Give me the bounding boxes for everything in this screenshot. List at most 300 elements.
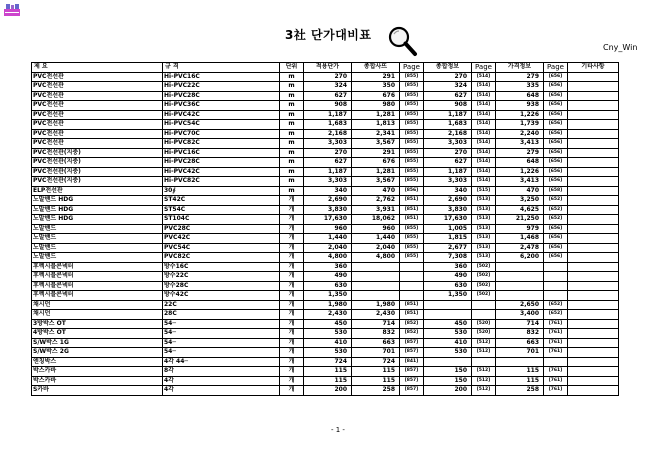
unit-cell: 개 (280, 224, 304, 234)
item-name-cell: S/W박스 2G (32, 348, 163, 358)
source2-page-cell: [512] (472, 367, 496, 377)
source2-price-cell: 630 (424, 281, 472, 291)
source1-page-cell (400, 262, 424, 272)
item-name-cell: 노말밴드 HDG (32, 205, 163, 215)
item-name-cell: S/W박스 1G (32, 338, 163, 348)
source3-page-cell: [656] (544, 72, 568, 82)
spec-cell: Hi-PVC16C (163, 72, 280, 82)
item-name-cell: 노말밴드 HDG (32, 215, 163, 225)
unit-cell: 개 (280, 281, 304, 291)
source3-page-cell: [656] (544, 224, 568, 234)
price-table (31, 62, 619, 396)
applied-price-cell: 1,683 (304, 120, 352, 130)
applied-price-cell: 724 (304, 357, 352, 367)
source1-page-cell: [855] (400, 167, 424, 177)
source3-page-cell: [656] (544, 110, 568, 120)
applied-price-cell: 324 (304, 82, 352, 92)
remarks-cell (568, 367, 619, 377)
remarks-cell (568, 177, 619, 187)
source3-page-cell: [652] (544, 196, 568, 206)
applied-price-cell: 200 (304, 386, 352, 396)
source3-price-cell: 3,413 (496, 139, 544, 149)
table-row (32, 234, 619, 244)
source2-price-cell: 270 (424, 72, 472, 82)
source2-price-cell: 530 (424, 348, 472, 358)
source1-price-cell: 1,980 (352, 300, 400, 310)
source2-page-cell: [514] (472, 129, 496, 139)
source1-price-cell: 663 (352, 338, 400, 348)
source2-page-cell (472, 310, 496, 320)
source2-price-cell (424, 357, 472, 367)
table-row (32, 177, 619, 187)
source1-page-cell: [855] (400, 110, 424, 120)
applied-price-cell: 960 (304, 224, 352, 234)
item-name-cell: PVC전선관 (32, 91, 163, 101)
column-header: Page (400, 63, 424, 73)
source3-price-cell: 2,478 (496, 243, 544, 253)
applied-price-cell: 270 (304, 72, 352, 82)
source1-price-cell (352, 291, 400, 301)
remarks-cell (568, 196, 619, 206)
source2-price-cell: 1,187 (424, 167, 472, 177)
remarks-cell (568, 234, 619, 244)
source3-page-cell: [656] (544, 120, 568, 130)
source2-page-cell: [515] (472, 186, 496, 196)
remarks-cell (568, 262, 619, 272)
applied-price-cell: 1,350 (304, 291, 352, 301)
source1-price-cell (352, 262, 400, 272)
spec-cell: Hi-PVC42C (163, 167, 280, 177)
company-logo-icon (3, 3, 21, 17)
item-name-cell: 채시던 (32, 310, 163, 320)
source2-page-cell: [512] (472, 348, 496, 358)
source3-page-cell: [656] (544, 167, 568, 177)
spec-cell: 54─ (163, 338, 280, 348)
applied-price-cell: 17,630 (304, 215, 352, 225)
table-row (32, 367, 619, 377)
item-name-cell: PVC전선관 (32, 139, 163, 149)
source1-price-cell: 3,931 (352, 205, 400, 215)
source2-price-cell: 530 (424, 329, 472, 339)
source2-price-cell: 2,677 (424, 243, 472, 253)
item-name-cell: 엔칭박스 (32, 357, 163, 367)
applied-price-cell: 1,187 (304, 110, 352, 120)
source3-price-cell: 663 (496, 338, 544, 348)
applied-price-cell: 908 (304, 101, 352, 111)
source3-price-cell: 6,200 (496, 253, 544, 263)
source3-page-cell: [652] (544, 310, 568, 320)
spec-cell: 54─ (163, 348, 280, 358)
spec-cell: 4각 44─ (163, 357, 280, 367)
item-name-cell: 노말밴드 (32, 243, 163, 253)
spec-cell: Hi-PVC28C (163, 158, 280, 168)
source2-page-cell: [502] (472, 272, 496, 282)
spec-cell: 방수42C (163, 291, 280, 301)
table-row (32, 167, 619, 177)
remarks-cell (568, 376, 619, 386)
source3-page-cell: [761] (544, 367, 568, 377)
source3-page-cell: [656] (544, 82, 568, 92)
source3-price-cell: 648 (496, 91, 544, 101)
source1-price-cell (352, 272, 400, 282)
remarks-cell (568, 281, 619, 291)
source2-price-cell: 1,683 (424, 120, 472, 130)
magnifying-glass-icon (385, 24, 419, 58)
source1-page-cell: [852] (400, 319, 424, 329)
remarks-cell (568, 224, 619, 234)
source2-page-cell: [514] (472, 139, 496, 149)
source3-page-cell: [656] (544, 101, 568, 111)
remarks-cell (568, 243, 619, 253)
item-name-cell: 후렉시블콘넥터 (32, 291, 163, 301)
applied-price-cell: 1,980 (304, 300, 352, 310)
source3-price-cell (496, 262, 544, 272)
applied-price-cell: 410 (304, 338, 352, 348)
item-name-cell: 노말밴드 (32, 253, 163, 263)
source1-price-cell: 676 (352, 91, 400, 101)
source2-page-cell: [513] (472, 234, 496, 244)
source3-price-cell: 2,650 (496, 300, 544, 310)
item-name-cell: PVC전선관 (32, 101, 163, 111)
source2-price-cell: 1,350 (424, 291, 472, 301)
item-name-cell: 후렉시블콘넥터 (32, 272, 163, 282)
source2-page-cell: [514] (472, 158, 496, 168)
spec-cell: Hi-PVC22C (163, 82, 280, 92)
source1-page-cell: [851] (400, 300, 424, 310)
spec-cell: PVC42C (163, 234, 280, 244)
unit-cell: 개 (280, 300, 304, 310)
column-header: Page (472, 63, 496, 73)
spec-cell: 4각 (163, 376, 280, 386)
remarks-cell (568, 72, 619, 82)
item-name-cell: 박스카바 (32, 376, 163, 386)
item-name-cell: 채시던 (32, 300, 163, 310)
source2-price-cell: 7,308 (424, 253, 472, 263)
source3-price-cell: 714 (496, 319, 544, 329)
item-name-cell: PVC전선관 (32, 120, 163, 130)
source1-page-cell: [855] (400, 91, 424, 101)
item-name-cell: S카바 (32, 386, 163, 396)
source1-page-cell: [855] (400, 224, 424, 234)
source2-page-cell: [520] (472, 319, 496, 329)
spec-cell: 방수16C (163, 262, 280, 272)
source2-price-cell: 150 (424, 367, 472, 377)
source2-page-cell: [514] (472, 91, 496, 101)
source2-page-cell: [514] (472, 110, 496, 120)
source1-page-cell: [855] (400, 234, 424, 244)
applied-price-cell: 360 (304, 262, 352, 272)
source2-page-cell: [513] (472, 243, 496, 253)
source3-page-cell (544, 291, 568, 301)
applied-price-cell: 450 (304, 319, 352, 329)
item-name-cell: 박스카바 (32, 367, 163, 377)
source2-price-cell: 490 (424, 272, 472, 282)
column-header: 가격정보 (496, 63, 544, 73)
applied-price-cell: 3,830 (304, 205, 352, 215)
unit-cell: 개 (280, 291, 304, 301)
source1-price-cell: 724 (352, 357, 400, 367)
source3-price-cell: 470 (496, 186, 544, 196)
table-row (32, 186, 619, 196)
remarks-cell (568, 357, 619, 367)
source3-page-cell: [761] (544, 338, 568, 348)
applied-price-cell: 530 (304, 348, 352, 358)
table-row (32, 110, 619, 120)
source1-page-cell: [851] (400, 196, 424, 206)
table-row (32, 291, 619, 301)
source1-page-cell: [851] (400, 215, 424, 225)
applied-price-cell: 530 (304, 329, 352, 339)
source3-page-cell (544, 272, 568, 282)
source1-price-cell: 470 (352, 186, 400, 196)
source1-page-cell: [851] (400, 310, 424, 320)
source2-page-cell: [514] (472, 72, 496, 82)
column-header: 규 격 (163, 63, 280, 73)
unit-cell: 개 (280, 215, 304, 225)
source1-page-cell: [856] (400, 186, 424, 196)
spec-cell: Hi-PVC42C (163, 110, 280, 120)
spec-cell: 28C (163, 310, 280, 320)
source2-page-cell: [520] (472, 329, 496, 339)
source2-page-cell (472, 300, 496, 310)
remarks-cell (568, 319, 619, 329)
source1-price-cell: 4,800 (352, 253, 400, 263)
source3-page-cell: [761] (544, 376, 568, 386)
source3-price-cell: 279 (496, 148, 544, 158)
source1-page-cell: [855] (400, 158, 424, 168)
source2-price-cell: 1,187 (424, 110, 472, 120)
source1-price-cell: 350 (352, 82, 400, 92)
source3-price-cell (496, 291, 544, 301)
item-name-cell: 후렉시블콘넥터 (32, 281, 163, 291)
spec-cell: 4각 (163, 386, 280, 396)
source1-page-cell: [857] (400, 367, 424, 377)
spec-cell: 30∮ (163, 186, 280, 196)
table-row (32, 224, 619, 234)
column-header: 기타사항 (568, 63, 619, 73)
source3-page-cell: [656] (544, 177, 568, 187)
applied-price-cell: 2,690 (304, 196, 352, 206)
unit-cell: 개 (280, 205, 304, 215)
remarks-cell (568, 272, 619, 282)
table-row (32, 300, 619, 310)
source1-page-cell: [855] (400, 253, 424, 263)
source2-price-cell (424, 310, 472, 320)
unit-cell: m (280, 110, 304, 120)
source3-page-cell: [652] (544, 300, 568, 310)
applied-price-cell: 115 (304, 376, 352, 386)
source3-page-cell: [656] (544, 243, 568, 253)
remarks-cell (568, 338, 619, 348)
remarks-cell (568, 253, 619, 263)
table-row (32, 253, 619, 263)
source2-page-cell: [514] (472, 167, 496, 177)
source1-price-cell (352, 281, 400, 291)
source1-price-cell: 980 (352, 101, 400, 111)
source1-price-cell: 960 (352, 224, 400, 234)
source3-price-cell (496, 272, 544, 282)
source3-price-cell: 115 (496, 376, 544, 386)
page-title: 3社 단가대비표 (285, 28, 372, 42)
source1-price-cell: 115 (352, 376, 400, 386)
source1-page-cell: [855] (400, 177, 424, 187)
source1-price-cell: 676 (352, 158, 400, 168)
table-body (32, 72, 619, 395)
source3-price-cell (496, 357, 544, 367)
remarks-cell (568, 91, 619, 101)
source1-page-cell: [857] (400, 338, 424, 348)
source3-page-cell: [658] (544, 186, 568, 196)
source3-price-cell: 115 (496, 367, 544, 377)
source2-price-cell: 1,815 (424, 234, 472, 244)
spec-cell: 방수28C (163, 281, 280, 291)
remarks-cell (568, 129, 619, 139)
source2-price-cell: 3,303 (424, 177, 472, 187)
source3-price-cell: 3,400 (496, 310, 544, 320)
spec-cell: ST104C (163, 215, 280, 225)
unit-cell: 개 (280, 262, 304, 272)
source2-page-cell: [514] (472, 177, 496, 187)
source3-price-cell: 832 (496, 329, 544, 339)
source2-page-cell: [514] (472, 101, 496, 111)
source1-page-cell (400, 281, 424, 291)
spec-cell: Hi-PVC16C (163, 148, 280, 158)
source2-price-cell: 410 (424, 338, 472, 348)
remarks-cell (568, 205, 619, 215)
unit-cell: m (280, 186, 304, 196)
source2-price-cell: 324 (424, 82, 472, 92)
source2-price-cell: 17,630 (424, 215, 472, 225)
unit-cell: m (280, 158, 304, 168)
source3-price-cell: 1,226 (496, 167, 544, 177)
source2-price-cell: 200 (424, 386, 472, 396)
source2-price-cell: 3,303 (424, 139, 472, 149)
source1-page-cell: [855] (400, 139, 424, 149)
source1-page-cell: [855] (400, 148, 424, 158)
source1-page-cell: [855] (400, 101, 424, 111)
item-name-cell: PVC전선관 (32, 129, 163, 139)
source1-page-cell: [852] (400, 329, 424, 339)
applied-price-cell: 4,800 (304, 253, 352, 263)
source3-page-cell: [761] (544, 319, 568, 329)
source1-page-cell (400, 272, 424, 282)
source2-price-cell: 3,830 (424, 205, 472, 215)
source1-price-cell: 2,040 (352, 243, 400, 253)
source2-price-cell: 340 (424, 186, 472, 196)
remarks-cell (568, 167, 619, 177)
applied-price-cell: 627 (304, 91, 352, 101)
source3-page-cell: [656] (544, 129, 568, 139)
item-name-cell: PVC전선관(지중) (32, 148, 163, 158)
table-row (32, 329, 619, 339)
unit-cell: 개 (280, 386, 304, 396)
source1-price-cell: 832 (352, 329, 400, 339)
source2-price-cell: 360 (424, 262, 472, 272)
unit-cell: 개 (280, 196, 304, 206)
source2-page-cell: [513] (472, 253, 496, 263)
source1-price-cell: 2,762 (352, 196, 400, 206)
table-row (32, 129, 619, 139)
column-header: 종합정보 (424, 63, 472, 73)
unit-cell: 개 (280, 234, 304, 244)
applied-price-cell: 270 (304, 148, 352, 158)
table-row (32, 120, 619, 130)
remarks-cell (568, 310, 619, 320)
source1-price-cell: 18,062 (352, 215, 400, 225)
applied-price-cell: 490 (304, 272, 352, 282)
source3-price-cell: 3,250 (496, 196, 544, 206)
remarks-cell (568, 291, 619, 301)
source3-page-cell: [656] (544, 234, 568, 244)
spec-cell: Hi-PVC54C (163, 120, 280, 130)
spec-cell: Hi-PVC82C (163, 177, 280, 187)
source2-price-cell (424, 300, 472, 310)
page-number: - 1 - (331, 426, 345, 434)
source1-page-cell: [855] (400, 72, 424, 82)
source1-price-cell: 1,813 (352, 120, 400, 130)
remarks-cell (568, 386, 619, 396)
applied-price-cell: 630 (304, 281, 352, 291)
source3-price-cell: 279 (496, 72, 544, 82)
remarks-cell (568, 348, 619, 358)
source3-price-cell: 1,739 (496, 120, 544, 130)
column-header: 제 요 (32, 63, 163, 73)
item-name-cell: 4방박스 OT (32, 329, 163, 339)
source2-page-cell: [513] (472, 224, 496, 234)
unit-cell: m (280, 91, 304, 101)
table-row (32, 72, 619, 82)
source2-price-cell: 150 (424, 376, 472, 386)
unit-cell: m (280, 139, 304, 149)
source2-page-cell: [512] (472, 386, 496, 396)
unit-cell: 개 (280, 272, 304, 282)
source3-price-cell: 979 (496, 224, 544, 234)
applied-price-cell: 1,187 (304, 167, 352, 177)
unit-cell: 개 (280, 329, 304, 339)
remarks-cell (568, 101, 619, 111)
remarks-cell (568, 82, 619, 92)
table-row (32, 357, 619, 367)
item-name-cell: PVC전선관(지중) (32, 177, 163, 187)
table-row (32, 243, 619, 253)
item-name-cell: PVC전선관(지중) (32, 167, 163, 177)
unit-cell: 개 (280, 338, 304, 348)
unit-cell: m (280, 120, 304, 130)
table-row (32, 82, 619, 92)
source1-price-cell: 1,281 (352, 110, 400, 120)
source3-page-cell: [652] (544, 205, 568, 215)
unit-cell: 개 (280, 319, 304, 329)
unit-cell: 개 (280, 310, 304, 320)
source2-price-cell: 270 (424, 148, 472, 158)
unit-cell: 개 (280, 253, 304, 263)
source2-price-cell: 2,168 (424, 129, 472, 139)
source3-price-cell (496, 281, 544, 291)
table-row (32, 215, 619, 225)
source1-page-cell: [851] (400, 205, 424, 215)
item-name-cell: 3방박스 OT (32, 319, 163, 329)
table-row (32, 338, 619, 348)
applied-price-cell: 3,303 (304, 139, 352, 149)
spec-cell: Hi-PVC70C (163, 129, 280, 139)
spec-cell: Hi-PVC36C (163, 101, 280, 111)
unit-cell: m (280, 177, 304, 187)
source1-price-cell: 1,440 (352, 234, 400, 244)
source1-price-cell: 3,567 (352, 177, 400, 187)
source3-price-cell: 701 (496, 348, 544, 358)
remarks-cell (568, 120, 619, 130)
table-row (32, 376, 619, 386)
